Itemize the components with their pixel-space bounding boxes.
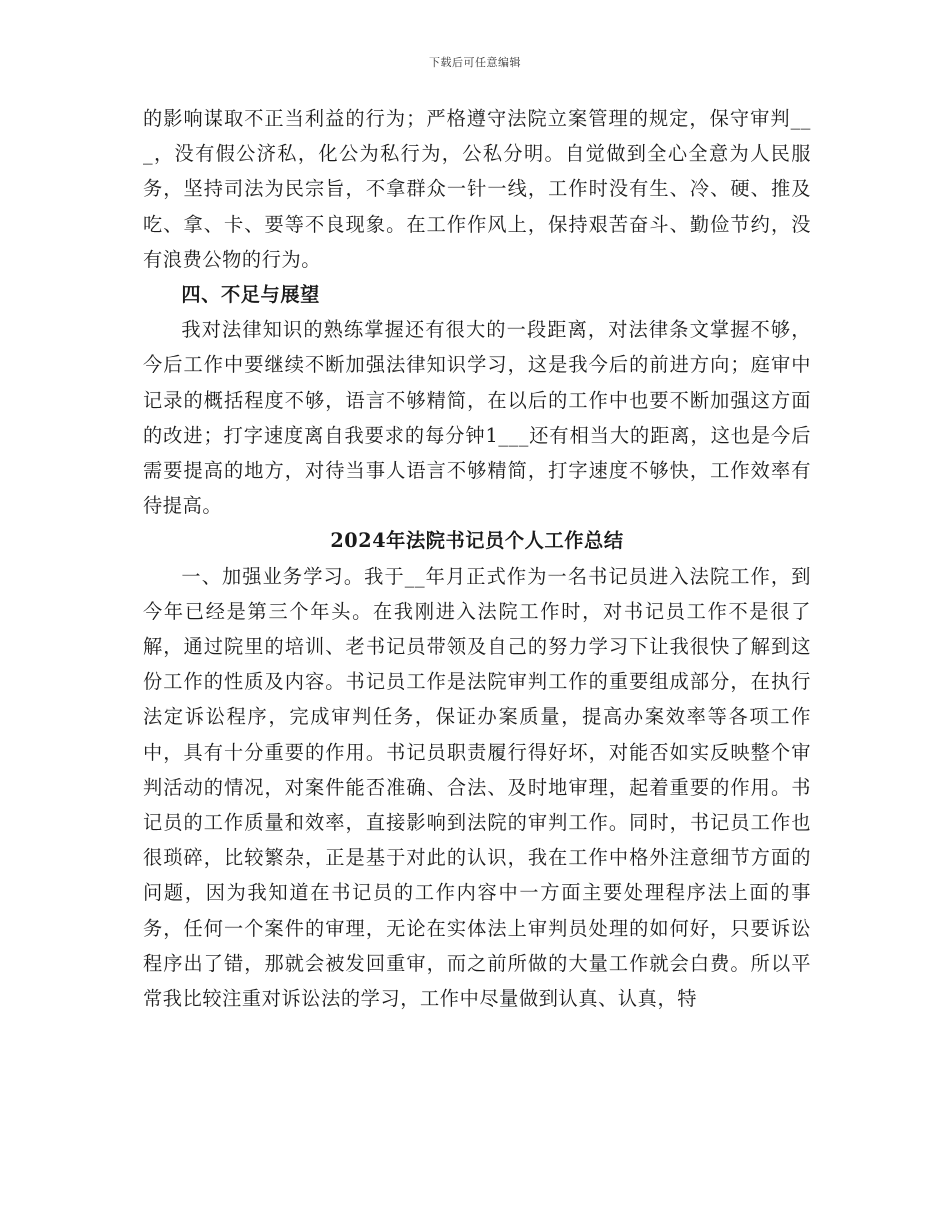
paragraph-study: 一、加强业务学习。我于__年月正式作为一名书记员进入法院工作，到今年已经是第三个年头。在我刚进入法院工作时，对书记员工作不是很了解，通过院里的培训、老书记员带领及自己的努力学习下让我很快了解到这份工作的性质及内容。书记员工作是法院审判工作的重要组成部分，在执行法定诉讼程序，完成审判任务，保证办案质量，提高办案效率等各项工作中，具有十分重要的作用。书记员职责履行得好坏，对能否如实反映整个审判活动的情况，对案件能否准确、合法、及时地审理，起着重要的作用。书记员的工作质量和效率，直接影响到法院的审判工作。同时，书记员工作也很琐碎，比较繁杂，正是基于对此的认识，我在工作中格外注意细节方面的问题，因为我知道在书记员的工作内容中一方面主要处理程序法上面的事务，任何一个案件的审理，无论在实体法上审判员处理的如何好，只要诉讼程序出了错，那就会被发回重审，而之前所做的大量工作就会白费。所以平常我比较注重对诉讼法的学习，工作中尽量做到认真、认真，特 [143, 564, 811, 1011]
paragraph-integrity: 的影响谋取不正当利益的行为；严格遵守法院立案管理的规定，保守审判___，没有假公济私，化公为私行为，公私分明。自觉做到全心全意为人民服务，坚持司法为民宗旨，不拿群众一针一线，工作时没有生、冷、硬、推及吃、拿、卡、要等不良现象。在工作作风上，保持艰苦奋斗、勤俭节约，没有浪费公物的行为。 [143, 107, 811, 271]
page-header: 下载后可任意编辑 [429, 56, 521, 69]
document-title: 2024年法院书记员个人工作总结 [330, 529, 624, 553]
section-title-shortcomings: 四、不足与展望 [181, 283, 320, 307]
document-body [143, 101, 811, 1016]
paragraph-shortcomings: 我对法律知识的熟练掌握还有很大的一段距离，对法律条文掌握不够，今后工作中要继续不断加强法律知识学习，这是我今后的前进方向；庭审中记录的概括程度不够，语言不够精简，在以后的工作中也要不断加强这方面的改进；打字速度离自我要求的每分钟1___还有相当大的距离，这也是今后需要提高的地方，对待当事人语言不够精简，打字速度不够快，工作效率有待提高。 [143, 318, 811, 518]
